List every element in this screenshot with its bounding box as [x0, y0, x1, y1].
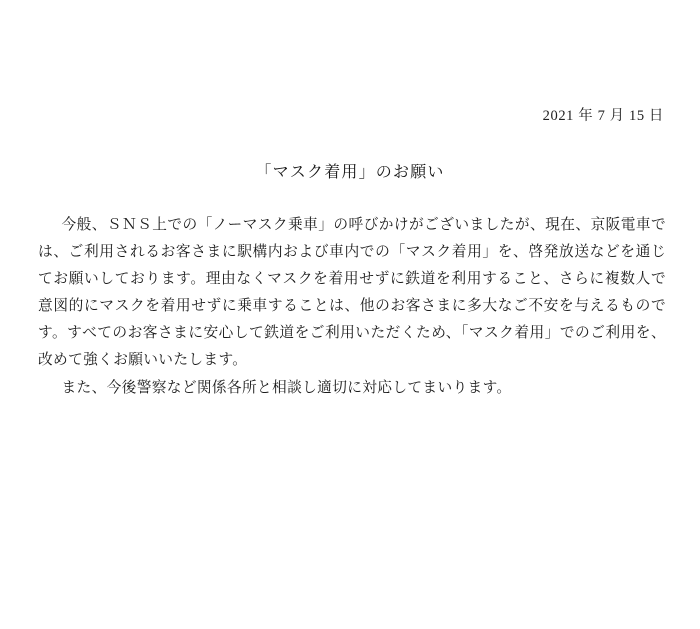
document-body	[26, 212, 674, 402]
document-page	[0, 104, 700, 629]
document-paragraph: 今般、ＳＮＳ上での「ノーマスク乗車」の呼びかけがございましたが、現在、京阪電車では、ご利用されるお客さまに駅構内および車内での「マスク着用」を、啓発放送などを通じてお願いしております。理由なくマスクを着用せずに鉄道を利用すること、さらに複数人で意図的にマスクを着用せずに乗車することは、他のお客さまに多大なご不安を与えるものです。すべてのお客さまに安心して鉄道をご利用いただくため、「マスク着用」でのご利用を、改めて強くお願いいたします。	[38, 217, 666, 369]
document-title: 「マスク着用」のお願い	[255, 164, 445, 181]
document-paragraph: また、今後警察など関係各所と相談し適切に対応してまいります。	[61, 380, 512, 397]
document-date: 2021 年 7 月 15 日	[542, 108, 664, 124]
